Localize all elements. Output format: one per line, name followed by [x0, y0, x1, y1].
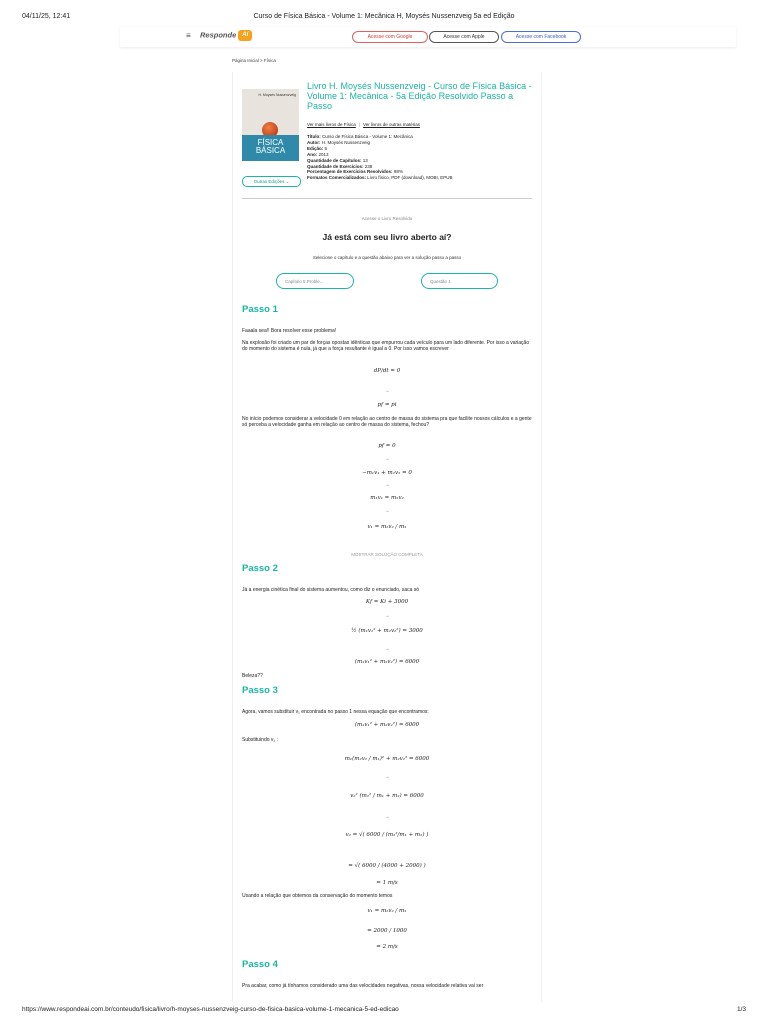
step-4-paragraph: Pra acabar, como já tínhamos considerado uma das velocidades negativas, nossa velocidade relativa vai ser — [242, 983, 484, 989]
equation: m₁v₁ = m₂v₂ — [370, 495, 404, 501]
print-datetime: 04/11/25, 12:41 — [22, 13, 71, 20]
equation: −m₁v₁ + m₂v₂ = 0 — [362, 470, 412, 476]
cover-title-band — [242, 135, 299, 161]
divider — [242, 198, 532, 199]
book-metadata — [307, 134, 453, 181]
equation: = 1 m/s — [376, 880, 398, 886]
equation: m₁(m₂v₂ / m₁)² + m₂v₂² = 6000 — [344, 756, 430, 762]
arrow-icon: → — [384, 388, 390, 394]
link-other-subjects[interactable]: Ver livros de outras matérias — [362, 122, 420, 127]
step-3-title: Passo 3 — [242, 685, 278, 696]
step-3-paragraph: Substituindo v₁ : — [242, 737, 278, 743]
print-header — [0, 0, 768, 30]
access-label: Acesse o Livro Resolvido — [361, 216, 413, 221]
print-title: Curso de Física Básica - Volume 1: Mecânica H, Moysés Nussenzveig 5a ed Edição — [253, 13, 515, 20]
equation: Kf = Ki + 3000 — [365, 599, 409, 605]
other-editions-dropdown[interactable]: Outras Edições ⌄ — [242, 176, 301, 187]
book-links — [307, 122, 420, 127]
book-cover-image — [242, 89, 299, 161]
logo-text: Responde — [200, 30, 237, 40]
main-content — [232, 72, 542, 1002]
equation: v₂ = √( 6000 / (m₂²/m₁ + m₂) ) — [345, 832, 429, 838]
equation: pf = 0 — [378, 443, 396, 449]
equation: (m₁v₁² + m₂v₂²) = 6000 — [354, 659, 420, 665]
arrow-icon: → — [384, 482, 390, 488]
print-footer — [0, 1000, 768, 1024]
equation: v₂² (m₂² / m₁ + m₂) = 6000 — [350, 793, 424, 799]
print-url: https://www.respondeai.com.br/conteudo/fisica/livro/h-moyses-nussenzveig-curso-de-fisica-basica-volume-1-mecanica-5-ed-edicao — [22, 1006, 399, 1013]
equation: = 2000 / 1000 — [367, 928, 407, 934]
equation: = √( 6000 / (4000 + 2000) ) — [348, 863, 426, 869]
arrow-icon: → — [384, 646, 390, 652]
chapter-select[interactable]: Capítulo 5.Proble... — [276, 273, 354, 289]
step-2-paragraph: Já a energia cinética final do sistema aumentou, como diz o enunciado, saca só — [242, 587, 420, 593]
login-google-button[interactable]: Acesse com Google — [352, 31, 428, 43]
equation: v₁ = m₂v₂ / m₁ — [367, 908, 407, 914]
breadcrumb[interactable]: Página Inicial > Física — [232, 58, 276, 63]
site-logo[interactable] — [200, 30, 252, 41]
equation: (m₁v₁² + m₂v₂²) = 6000 — [354, 722, 420, 728]
link-separator: | — [358, 122, 360, 127]
login-apple-button[interactable]: Acesse com Apple — [429, 31, 499, 43]
meta-row: Quantidade de Capítulos: 13 — [307, 157, 368, 163]
hamburger-menu-icon[interactable]: ≡ — [186, 31, 191, 40]
meta-row: Ano: 2013 — [307, 151, 329, 157]
arrow-icon: → — [384, 774, 390, 780]
access-question-heading: Já está com seu livro aberto aí? — [322, 232, 452, 242]
equation: v₁ = m₂v₂ / m₁ — [367, 524, 407, 530]
meta-row: Formatos Comercializados: Livro físico, PDF (download), MOBI, EPUB — [307, 175, 453, 181]
step-1-paragraph: Na explosão foi criado um par de forças opostas idênticas que empurrou cada veículo para um lado diferente. Por isso a variação do momento do sistema é nula, já que a força resultante é igual a 0. Por isso vamos escrever — [242, 340, 530, 353]
equation: = 2 m/s — [376, 944, 398, 950]
step-1-paragraph: No início podemos considerar a velocidade 0 em relação ao centro de massa do sistema pra que facilite nossos cálculos e a gente só perceba a velocidade ganha em relação ao centro de massa do sistema, fechou? — [242, 416, 532, 429]
meta-row: Autor: H. Moysés Nussenzveig — [307, 139, 371, 145]
step-4-title: Passo 4 — [242, 959, 278, 970]
book-title: Livro H. Moysés Nussenzveig - Curso de Física Básica - Volume 1: Mecânica - 5a Edição Resolvido Passo a Passo — [307, 81, 532, 111]
equation: pf = pi — [377, 402, 397, 408]
step-2-title: Passo 2 — [242, 563, 278, 574]
login-facebook-button[interactable]: Acesse com Facebook — [501, 31, 581, 43]
step-3-paragraph: Usando a relação que obtemos da conservação do momento temos — [242, 893, 393, 899]
access-instruction: Selecione o capítulo e a questão abaixo para ver a solução passo a passo — [312, 255, 462, 260]
step-1-title: Passo 1 — [242, 304, 278, 315]
arrow-icon: → — [384, 456, 390, 462]
step-3-paragraph: Agora, vamos substituir v₁ encontrada no passo 1 nessa equação que encontramos: — [242, 709, 429, 715]
show-full-solution-link[interactable]: MOSTRAR SOLUÇÃO COMPLETA — [351, 552, 423, 557]
cover-title-line2: BÁSICA — [255, 146, 286, 155]
meta-row: Título: Curso de Física Básica - Volume 1: Mecânica — [307, 134, 413, 139]
arrow-icon: → — [384, 508, 390, 514]
question-select[interactable]: Questão 1 — [421, 273, 498, 289]
cover-title-line1: FÍSICA — [257, 138, 284, 147]
cover-author: H. Moysés Nussenzveig — [258, 93, 296, 97]
arrow-icon: → — [384, 613, 390, 619]
equation: dP/dt = 0 — [373, 368, 401, 374]
link-more-physics-books[interactable]: Ver mais livros de Física — [307, 122, 356, 127]
equation: ½ (m₁v₁² + m₂v₂²) = 3000 — [351, 628, 423, 634]
top-navbar — [120, 27, 736, 47]
logo-badge: Aí — [238, 30, 252, 41]
meta-row: Porcentagem de Exercícios Resolvidos: 98% — [307, 169, 403, 175]
step-1-paragraph: Faaala sea!! Bora resolver esse problema! — [242, 328, 337, 334]
print-page-number: 1/3 — [736, 1006, 746, 1013]
meta-row: Quantidade de Exercícios: 238 — [307, 163, 373, 169]
arrow-icon: → — [384, 814, 390, 820]
step-2-paragraph: Beleza?? — [242, 673, 263, 679]
meta-row: Edição: 5 — [307, 145, 328, 151]
